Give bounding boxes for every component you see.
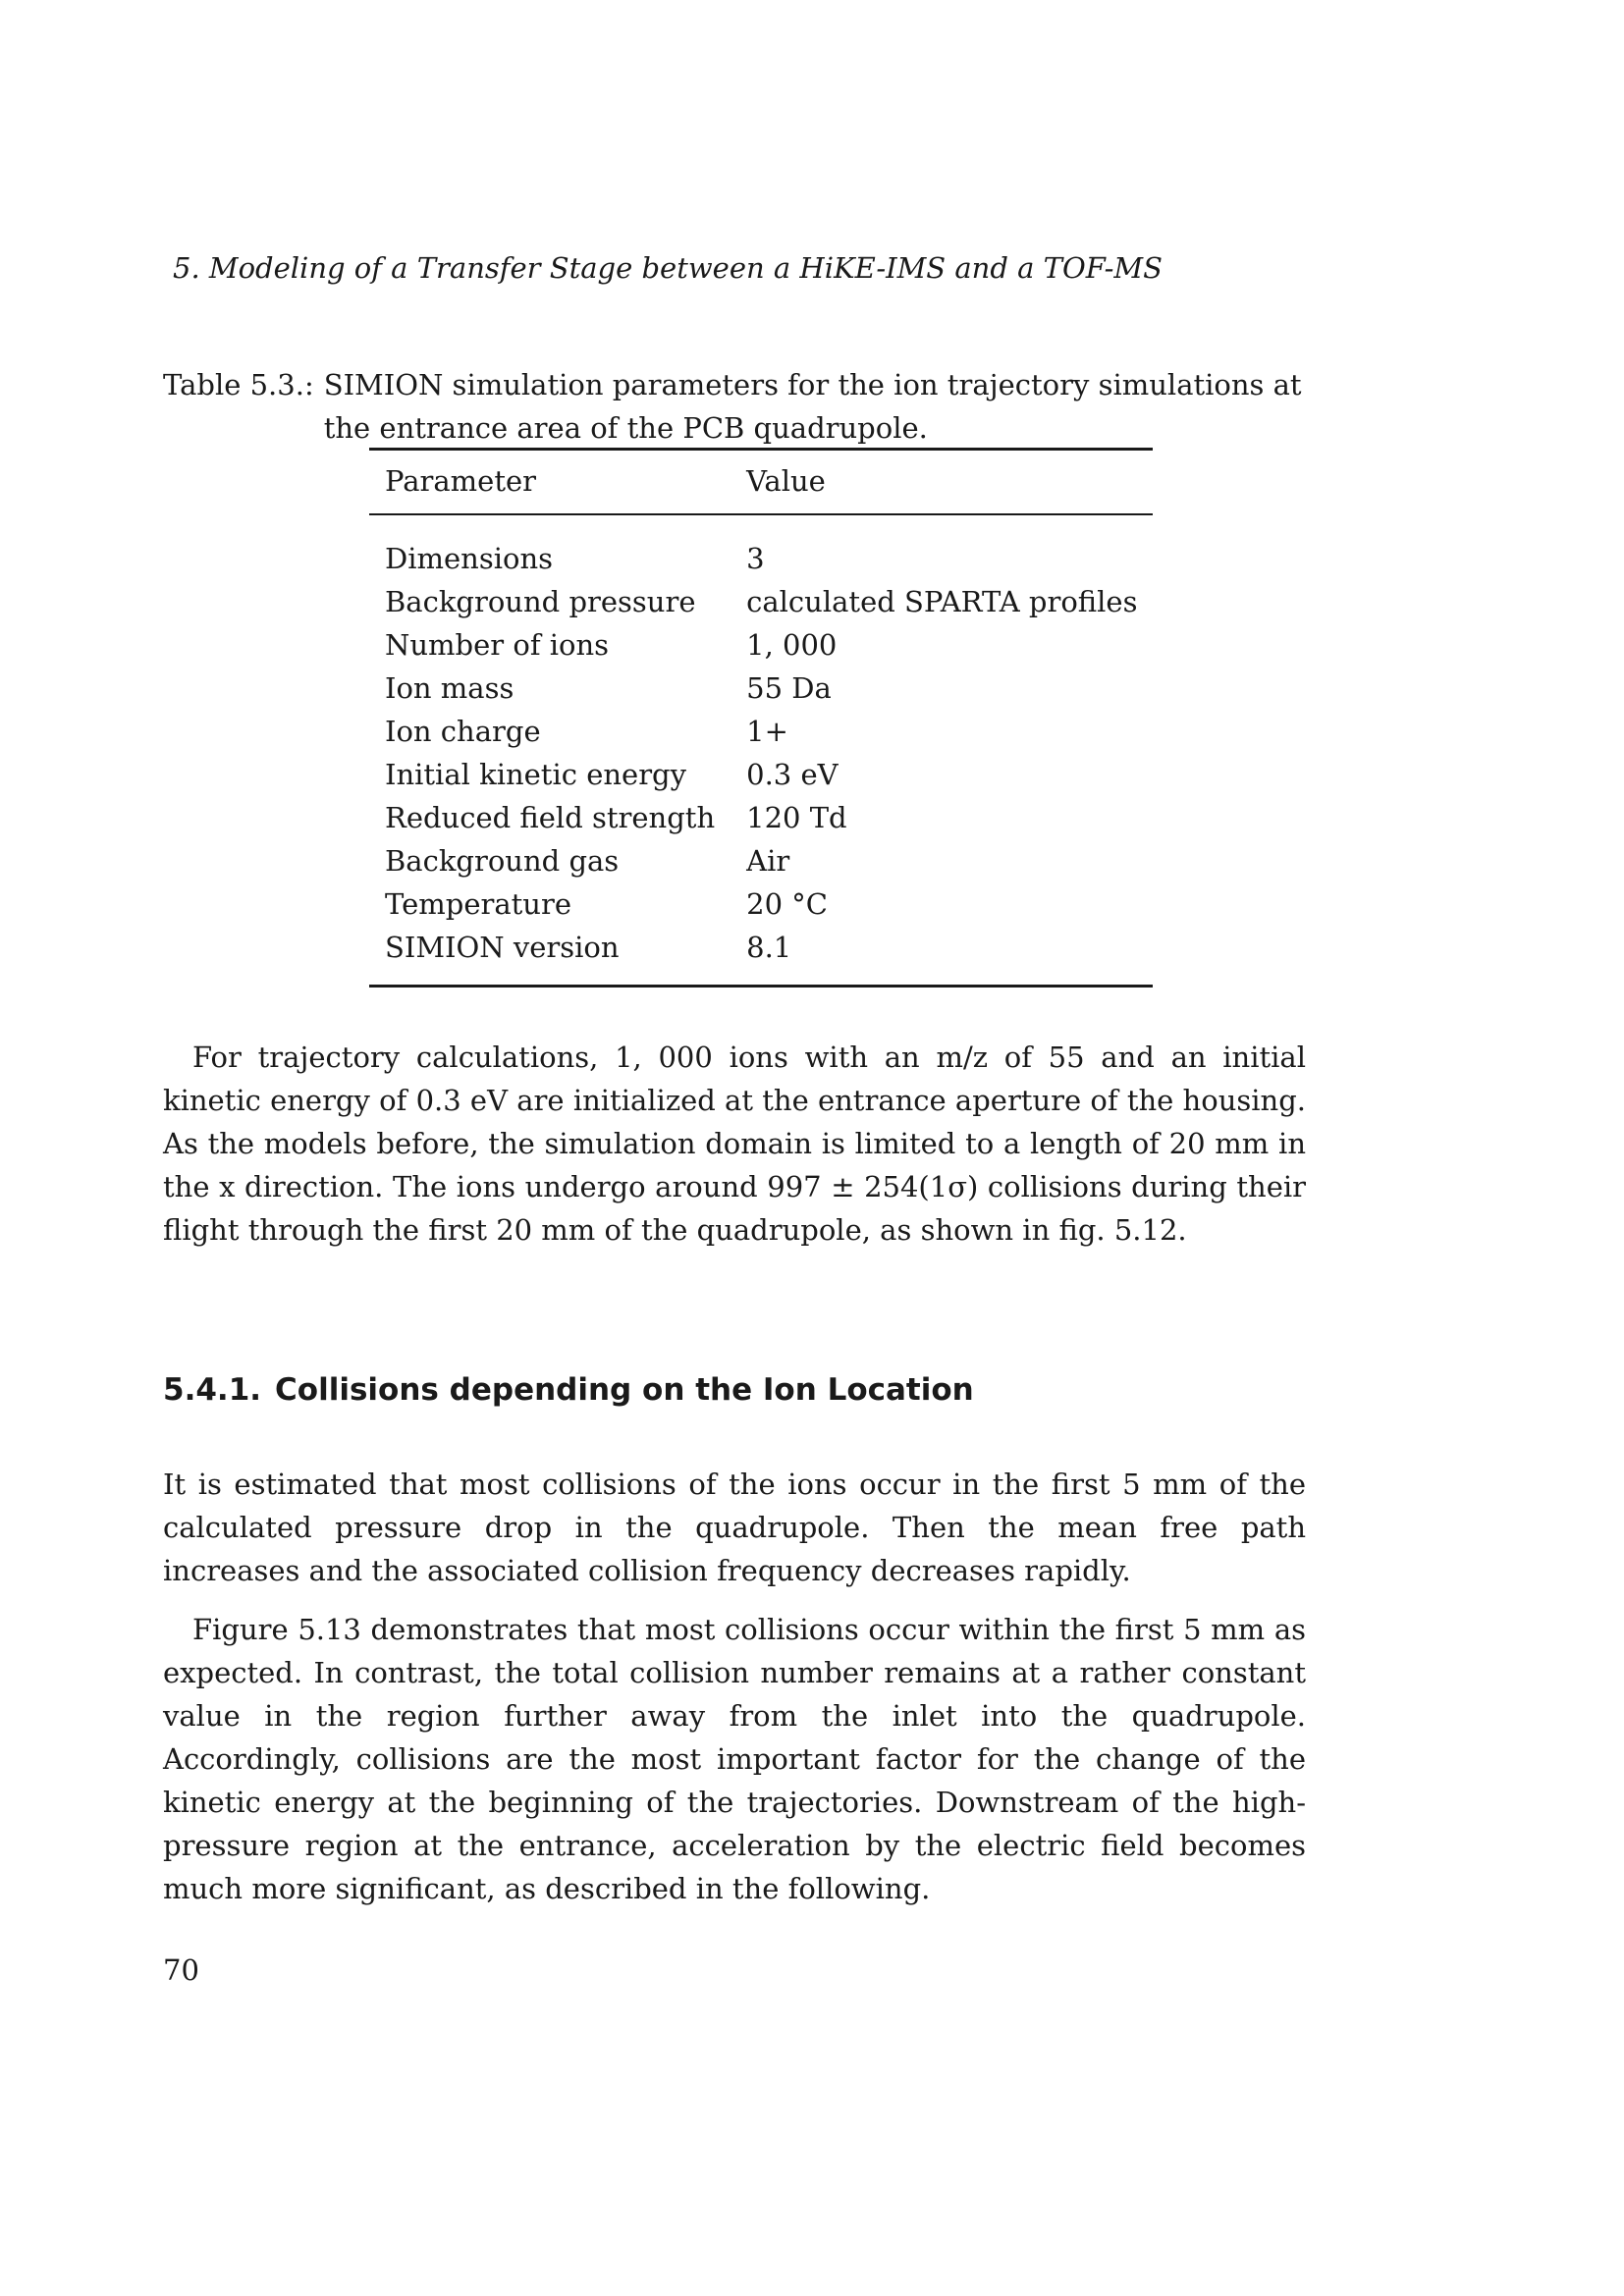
table-row xyxy=(369,580,1153,623)
table-row xyxy=(369,623,1153,667)
column-header-parameter: Parameter xyxy=(385,464,536,498)
parameter-cell: Ion mass xyxy=(385,671,514,705)
parameter-table xyxy=(369,448,1153,988)
table-header-row xyxy=(369,450,1153,515)
parameter-cell: Dimensions xyxy=(385,542,554,575)
parameter-cell: Initial kinetic energy xyxy=(385,758,687,791)
value-cell: 3 xyxy=(746,542,765,575)
parameter-cell: Number of ions xyxy=(385,628,610,662)
table-row xyxy=(369,710,1153,753)
column-header-value: Value xyxy=(746,464,826,498)
parameter-cell: SIMION version xyxy=(385,931,620,964)
table-row xyxy=(369,796,1153,839)
table-row xyxy=(369,667,1153,710)
table-row xyxy=(369,882,1153,926)
value-cell: calculated SPARTA profiles xyxy=(746,585,1138,618)
page-number: 70 xyxy=(163,1953,199,1987)
value-cell: 8.1 xyxy=(746,931,792,964)
section-heading xyxy=(163,1372,974,1408)
parameter-cell: Temperature xyxy=(385,887,571,921)
value-cell: 55 Da xyxy=(746,671,832,705)
value-cell: 1, 000 xyxy=(746,628,838,662)
parameter-cell: Background gas xyxy=(385,844,620,878)
parameter-cell: Ion charge xyxy=(385,715,541,748)
running-header: 5. Modeling of a Transfer Stage between a HiKE-IMS and a TOF-MS xyxy=(173,251,1163,285)
paragraph-trajectory-calculations: For trajectory calculations, 1, 000 ions with an m/z of 55 and an initial kinetic energy of 0.3 eV are initialized at the entrance aperture of the housing. As the models before, the simulation domain is limited to a length of 20 mm in the x direction. The ions undergo around 997 ± 254(1σ) collisions during their flight through the first 20 mm of the quadrupole, as shown in fig. 5.12. xyxy=(163,1041,1306,1247)
parameter-cell: Background pressure xyxy=(385,585,696,618)
table-row xyxy=(369,753,1153,796)
value-cell: 1+ xyxy=(746,715,788,748)
paragraph-collision-estimate: It is estimated that most collisions of the ions occur in the first 5 mm of the calculated pressure drop in the quadrupole. Then the mean free path increases and the associated collision frequency decreases rapidly. xyxy=(163,1468,1306,1587)
parameter-cell: Reduced field strength xyxy=(385,801,716,834)
section-number: 5.4.1. xyxy=(163,1372,262,1408)
table-row xyxy=(369,514,1153,580)
table-row xyxy=(369,839,1153,882)
table-caption xyxy=(163,363,1306,450)
value-cell: 0.3 eV xyxy=(746,758,839,791)
table-caption-label: Table 5.3.: xyxy=(163,368,314,401)
table-row xyxy=(369,926,1153,987)
section-title: Collisions depending on the Ion Location xyxy=(275,1372,974,1408)
value-cell: 120 Td xyxy=(746,801,847,834)
value-cell: Air xyxy=(746,844,790,878)
table-caption-text: SIMION simulation parameters for the ion trajectory simulations at the entrance area of the PCB quadrupole. xyxy=(323,368,1302,445)
value-cell: 20 °C xyxy=(746,887,828,921)
paragraph-figure-5-13: Figure 5.13 demonstrates that most collisions occur within the first 5 mm as expected. In contrast, the total collision number remains at a rather constant value in the region further away from the inlet into the quadrupole. Accordingly, collisions are the most important factor for the change of the kinetic energy at the beginning of the trajectories. Downstream of the high-pressure region at the entrance, acceleration by the electric field becomes much more significant, as described in the following. xyxy=(163,1613,1306,1905)
